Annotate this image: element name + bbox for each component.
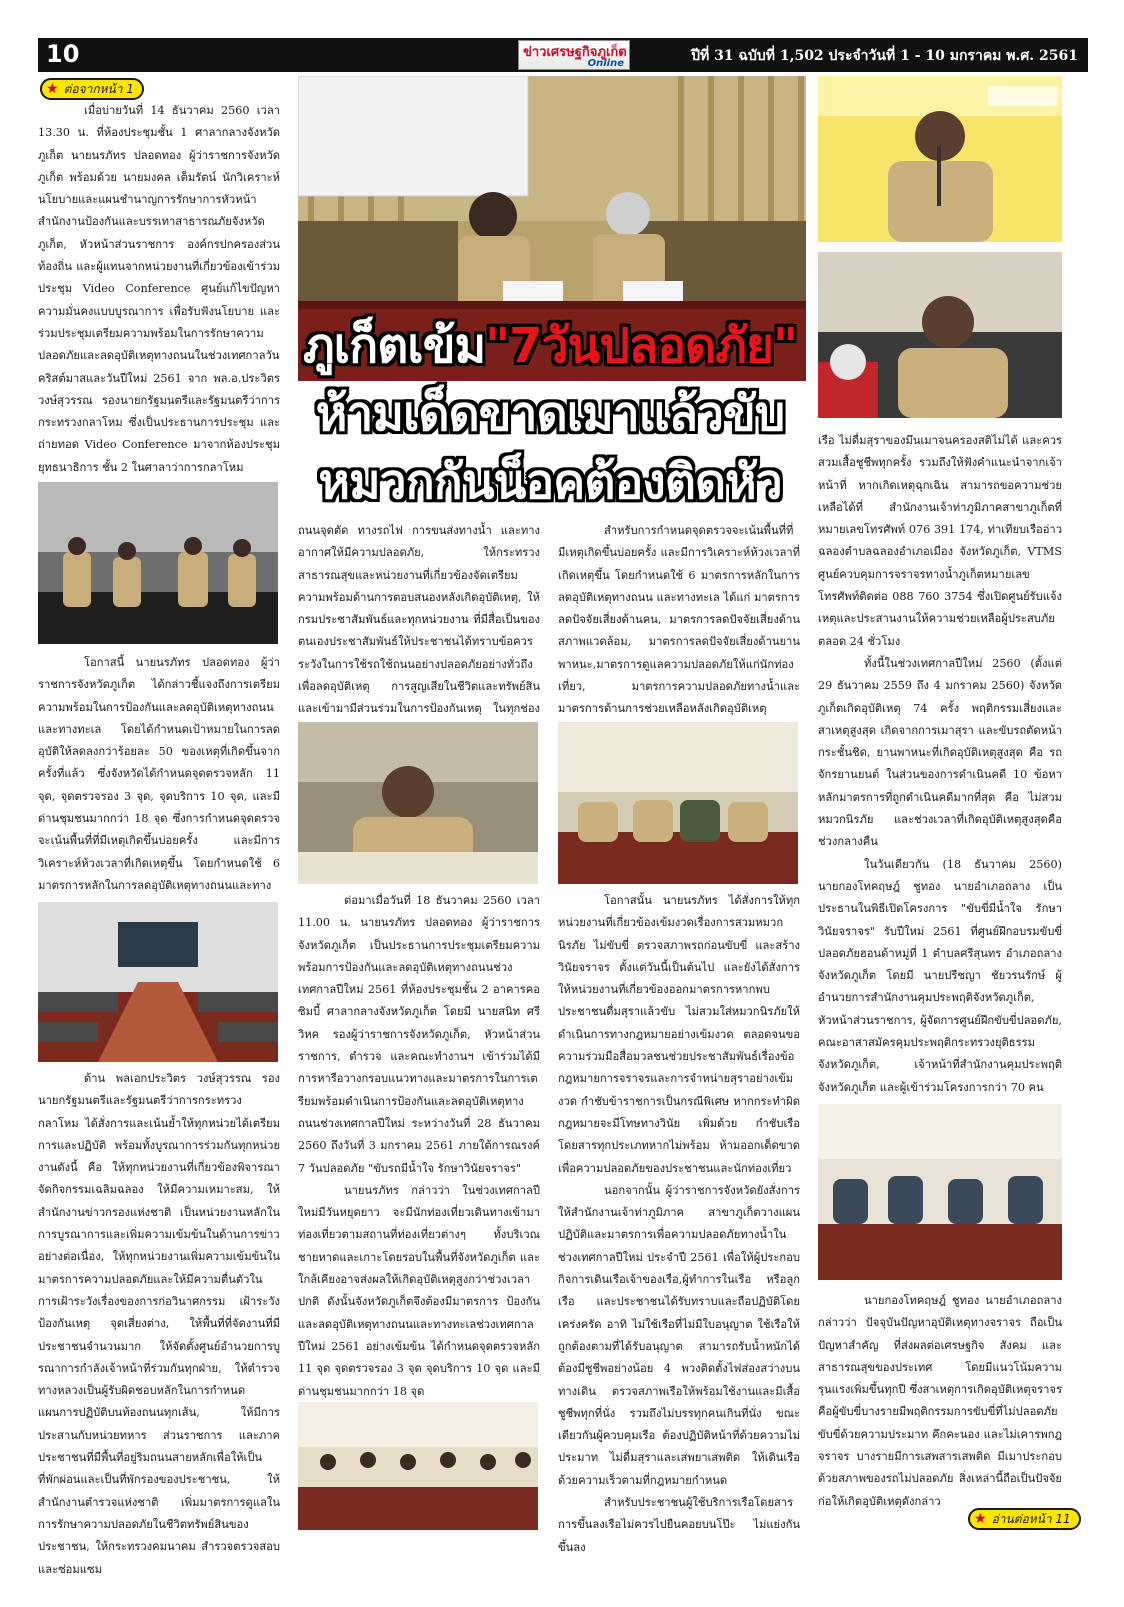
article-column-4-bottom (818, 1290, 1062, 1513)
headline-line-1-part-2: "7วันปลอดภัย" (485, 318, 797, 374)
photo-meeting-attendees (298, 1402, 538, 1530)
article-column-1-middle (38, 652, 280, 920)
page-number: 10 (46, 40, 80, 68)
continued-from-label: ต่อจากหน้า 1 (63, 81, 134, 96)
headline (300, 312, 800, 520)
article-column-3-top (558, 520, 800, 721)
article-column-1-top (38, 100, 280, 479)
article-column-2-top (298, 520, 540, 743)
article-paragraph: โอกาสนี้ นายนรภัทร ปลอดทอง ผู้ว่าราชการจังหวัดภูเก็ต ได้กล่าวชี้แจงถึงการเตรียมความพร้อมในการป้องกันและลดอุบัติเหตุทางถนนและทางทะเล โดยได้กำหนดเป้าหมายในการลดอุบัติให้ลดลงกว่าร้อยละ 50 ของเหตุที่เกิดขึ้นจากครั้งที่แล้ว ซึ่งจังหวัดได้กำหนดจุดตรวจหลัก 11 จุด, จุดตรวจรอง 3 จุด, จุดบริการ 10 จุด, และมีด่านชุมชนมากกว่า 18 จุด ซึ่งการกำหนดจุดตรวจ จะเน้นพื้นที่ที่มีเหตุเกิดขึ้นบ่อยครั้ง และมีการ วิเคราะห์ห้วงเวลาที่เกิดเหตุขึ้น โดยกำหนดใช้ 6 มาตรการหลักในการลดอุบัติเหตุทางถนนและทาง (38, 656, 280, 892)
article-paragraph: ด้าน พลเอกประวิตร วงษ์สุวรรณ รองนายกรัฐมนตรีและรัฐมนตรีว่าการกระทรวงกลาโหม ได้สั่งการและเน้นย้ำให้ทุกหน่วยได้เตรียมการและปฏิบัติ พร้อมทั้งบูรณาการร่วมกันทุกหน่วยงานดังนี้ คือ ให้ทุกหน่วยงานที่เกี่ยวข้องพิจารณาจัดกิจกรรมเฉลิมฉลอง ให้มีความเหมาะสม, ให้สำนักงานข่าวกรองแห่งชาติ เป็นหน่วยงานหลักในการบูรณาการและเพิ่มความเข้มข้นในด้านการข่าว อย่างต่อเนื่อง, ให้ทุกหน่วยงานเพิ่มความเข้มข้นในมาตรการความปลอดภัยและให้มีความตื่นตัวในการเฝ้าระวังเรื่องของการก่อวินาศกรรม เฝ้าระวังป้องกันเหตุ จุดเสี่ยงต่าง, ให้พื้นที่ที่จัดงานที่มีประชาชนจำนวนมาก ให้จัดตั้งศูนย์อำนวยการบูรณาการกำลังเจ้าหน้าที่ร่วมกันทุกฝ่าย, ให้ตำรวจทางหลวงเป็นผู้รับผิดชอบหลักในการกำหนดแผนการปฏิบัติบนท้องถนนทุกเส้น, ให้มีการประสานกับหน่วยทหาร ส่วนราชการ และภาคประชาชนที่มีพื้นที่อยู่ริมถนนสายหลักเพื่อให้เป็นที่พักผ่อนและเป็นที่พักรองของประชาชน, ให้สำนักงานตำรวจแห่งชาติ เพิ่มมาตรการดูแลในการรักษาความปลอดภัยในชีวิตทรัพย์สินของประชาชน, ให้กระทรวงคมนาคม สำรวจตรวจสอบและซ่อมแซม (38, 1072, 280, 1576)
article-column-3-bottom (558, 890, 800, 1559)
article-paragraph: เรือ ไม่ดื่มสุราของมึนเมาจนครองสติไม่ได้ และควรสวมเสื้อชูชีพทุกครั้ง รวมถึงให้ฟังคำแนะนำจากเจ้าหน้าที่ หากเกิดเหตุฉุกเฉิน สามารถขอความช่วยเหลือได้ที่ สำนักงานเจ้าท่าภูมิภาคสาขาภูเก็ตที่หมายเลขโทรศัพท์ 076 391 174, ท่าเทียบเรืออ่าวฉลองตำบลฉลองอำเภอเมือง จังหวัดภูเก็ต, VTMS ศูนย์ควบคุมการจราจรทางน้ำภูเก็ตหมายเลขโทรศัพท์ติดต่อ 088 760 3754 ซึ่งเปิดศูนย์รับแจ้งเหตุและประสานงานให้ความช่วยเหลือผู้ประสบภัยตลอด 24 ชั่วโมง (818, 434, 1062, 648)
logo-text: ข่าวเศรษฐกิจภูเก็ต (523, 45, 627, 60)
article-column-4-top (818, 430, 1062, 1099)
article-paragraph: สำหรับประชาชนผู้ใช้บริการเรือโดยสารการขึ้นลงเรือไม่ควรไปยืนคอยบนโป๊ะ ไม่แย่งกันขึ้นลง (558, 1496, 800, 1554)
continued-to-label: อ่านต่อหน้า 11 (991, 1511, 1071, 1526)
article-paragraph: ทั้งนี้ในช่วงเทศกาลปีใหม่ 2560 (ตั้งแต่ 29 ธันวาคม 2559 ถึง 4 มกราคม 2560) จังหวัดภูเก็ตเกิดอุบัติเหตุ 74 ครั้ง พฤติกรรมเสี่ยงและสาเหตุสูงสุด เกิดจากการเมาสุรา และขับรถตัดหน้ากระชั้นชิด, ยานพาหนะที่เกิดอุบัติเหตุสูงสุด คือ รถจักรยานยนต์ ในส่วนของการดำเนินคดี 10 ข้อหาหลักมาตรการที่ถูกดำเนินคดีมากที่สุด คือ ไม่สวมหมวกนิรภัย และช่วงเวลาที่เกิดอุบัติเหตุสูงสุดคือช่วงกลางคืน (818, 656, 1062, 849)
article-paragraph: ในวันเดียวกัน (18 ธันวาคม 2560) นายกองโทคฤษฎ์ ชูทอง นายอำเภอถลาง เป็นประธานในพิธีเปิดโครงการ "ขับขี่มีน้ำใจ รักษาวินัยจราจร" รับปีใหม่ 2561 ที่ศูนย์ฝึกอบรมขับขี่ปลอดภัยฮอนด้าหมู่ที่ 1 ตำบลศรีสุนทร อำเภอถลาง จังหวัดภูเก็ต โดยมี นายปรีชญา ชัยวรนรักษ์ ผู้อำนวยการสำนักงานคุมประพฤติจังหวัดภูเก็ต, หัวหน้าส่วนราชการ, ผู้จัดการศูนย์ฝึกขับขี่ปลอดภัย, คณะอาสาสมัครคุมประพฤติกระทรวงยุติธรรมจังหวัดภูเก็ต, เจ้าหน้าที่สำนักงานคุมประพฤติจังหวัดภูเก็ต และผู้เข้าร่วมโครงการกว่า 70 คน (818, 857, 1062, 1094)
article-paragraph: นายนรภัทร กล่าวว่า ในช่วงเทศกาลปีใหม่มีวันหยุดยาว จะมีนักท่องเที่ยวเดินทางเข้ามาท่องเที่ยวตามสถานที่ท่องเที่ยวต่างๆ ทั้งบริเวณชายหาดและเกาะโดยรอบในพื้นที่จังหวัดภูเก็ต และใกล้เคียงอาจส่งผลให้เกิดอุบัติเหตุสูงกว่าช่วงเวลาปกติ ดังนั้นจังหวัดภูเก็ตจึงต้องมีมาตรการ ป้องกันและลดอุบัติเหตุทางถนนและทางทะเลช่วงเทศกาลปีใหม่ 2561 อย่างเข้มข้น ได้กำหนดจุดตรวจหลัก 11 จุด จุดตรวจรอง 3 จุด จุดบริการ 10 จุด และมีด่านชุมชนมากกว่า 18 จุด (298, 1183, 540, 1398)
page-header (38, 38, 1088, 72)
photo-official-at-microphone (298, 722, 538, 884)
article-column-1-bottom (38, 1068, 280, 1581)
article-paragraph: โอกาสนั้น นายนรภัทร ได้สั่งการให้ทุกหน่วยงานที่เกี่ยวข้องเข้มงวดเรื่องการสวมหมวกนิรภัย ไม่ขับขี่ ตรวจสภาพรถก่อนขับขี่ และสร้างวินัยจราจร ตั้งแต่วันนี้เป็นต้นไป และยังได้สั่งการให้หน่วยงานที่เกี่ยวข้องออกมาตรการหากพบประชาชนดื่มสุราแล้วขับ ไม่สวมใส่หมวกนิรภัยให้ดำเนินการทางกฎหมายอย่างเข้มงวด ตลอดจนขอความร่วมมือสื่อมวลชนช่วยประชาสัมพันธ์เรื่องข้อกฎหมายการจราจรและการจำหน่ายสุราอย่างเข้มงวด กำชับข้าราชการเป็นกรณีพิเศษ หากกระทำผิดกฎหมายจะมีโทษทางวินัย เพิ่มด้วย กำชับเรือโดยสารทุกประเภทหากไม่พร้อม ห้ามออกเด็ดขาด เพื่อความปลอดภัยของประชาชนและนักท่องเที่ยว (558, 894, 800, 1175)
article-column-2-middle (298, 890, 540, 1403)
article-paragraph: ต่อมาเมื่อวันที่ 18 ธันวาคม 2560 เวลา 11.00 น. นายนรภัทร ปลอดทอง ผู้ว่าราชการ จังหวัดภูเก็ต เป็นประธานการประชุมเตรียมความพร้อมการป้องกันและลดอุบัติเหตุทางถนนช่วงเทศกาลปีใหม่ 2561 ที่ห้องประชุมชั้น 2 อาคารคอซิมบี้ ศาลากลางจังหวัดภูเก็ต โดยมี นายสนิท ศรีวิหค รองผู้ว่าราชการจังหวัดภูเก็ต, หัวหน้าส่วนราชการ, ตำรวจ และคณะทำงานฯ เข้าร่วมได้มีการหารือวางกรอบแนวทางและมาตรการในการเตรียมพร้อมดำเนินการป้องกันและลดอุบัติเหตุทางถนนช่วงเทศกาลปีใหม่ ระหว่างวันที่ 28 ธันวาคม 2560 ถึงวันที่ 3 มกราคม 2561 ภายใต้การณรงค์ 7 วันปลอดภัย "ขับรถมีน้ำใจ รักษาวินัยจราจร" (298, 894, 540, 1175)
newspaper-logo[interactable] (518, 40, 630, 70)
photo-official-speaking-1 (818, 76, 1062, 242)
photo-official-speaking-2 (818, 252, 1062, 418)
star-icon: ★ (46, 81, 59, 97)
article-paragraph: เมื่อบ่ายวันที่ 14 ธันวาคม 2560 เวลา 13.30 น. ที่ห้องประชุมชั้น 1 ศาลากลางจังหวัดภูเก็ต นายนรภัทร ปลอดทอง ผู้ว่าราชการจังหวัดภูเก็ต พร้อมด้วย นายมงคล เต็มรัตน์ นักวิเคราะห์ นโยบายและแผนชำนาญการรักษาการหัวหน้า สำนักงานป้องกันและบรรเทาสาธารณภัยจังหวัดภูเก็ต, หัวหน้าส่วนราชการ องค์กรปกครองส่วนท้องถิ่น และผู้แทนจากหน่วยงานที่เกี่ยวข้องเข้าร่วมประชุม Video Conference ศูนย์แก้ไขปัญหาความมั่นคงแบบบูรณาการ เพื่อรับฟังนโยบาย และร่วมประชุมเตรียมความพร้อมในการรักษาความปลอดภัยและลดอุบัติเหตุทางถนนในช่วงเทศกาลวันคริสต์มาสและวันปีใหม่ 2561 จาก พล.อ.ประวิตร วงษ์สุวรรณ รองนายกรัฐมนตรีและรัฐมนตรีว่าการกระทรวงกลาโหม ซึ่งเป็นประธานการประชุม และถ่ายทอด Video Conference มาจากห้องประชุมยุทธนาธิการ ชั้น 2 ในศาลาว่าการกลาโหม (38, 104, 280, 474)
article-paragraph: ถนนจุดตัด ทางรถไฟ การขนส่งทางน้ำ และทางอากาศให้มีความปลอดภัย, ให้กระทรวงสาธารณสุขและหน่วยงานที่เกี่ยวข้องจัดเตรียมความพร้อมด้านการตอบสนองหลังเกิดอุบัติเหตุ, ให้กรมประชาสัมพันธ์และทุกหน่วยงาน ที่มีสื่อเป็นของตนเองประชาสัมพันธ์ให้ประชาชนได้ทราบข้อควรระวังในการใช้รถใช้ถนนอย่างปลอดภัยอย่างทั่วถึงเพื่อลดอุบัติเหตุ การสูญเสียในชีวิตและทรัพย์สินและเข้ามามีส่วนร่วมในการป้องกันเหตุ ในทุกช่อง (298, 524, 540, 716)
photo-police-meeting (818, 1104, 1062, 1280)
logo-subtext: Online (587, 58, 624, 69)
headline-line-2: ห้ามเด็ดขาดเมาแล้วขับ (315, 386, 785, 442)
headline-line-1-part-1: ภูเก็ตเข้ม (303, 318, 486, 374)
headline-line-3: หมวกกันน็อคต้องติดหัว (318, 454, 782, 510)
article-paragraph: สำหรับการกำหนดจุดตรวจจะเน้นพื้นที่ที่มีเหตุเกิดขึ้นบ่อยครั้ง และมีการวิเคราะห์ห้วงเวลาที่เกิดเหตุขึ้น โดยกำหนดใช้ 6 มาตรการหลักในการลดอุบัติเหตุทางถนน และทางทะเล ได้แก่ มาตรการลดปัจจัยเสี่ยงด้านคน, มาตรการลดปัจจัยเสี่ยงด้านสภาพแวดล้อม, มาตรการลดปัจจัยเสี่ยงด้านยานพาหนะ,มาตรการดูแลความปลอดภัยให้แก่นักท่องเที่ยว, มาตรการความปลอดภัยทางน้ำและมาตรการด้านการช่วยเหลือหลังเกิดอุบัติเหตุ (558, 524, 800, 716)
continued-to-tag[interactable] (968, 1508, 1081, 1530)
headline-line-1 (300, 312, 800, 380)
article-paragraph: นายกองโทคฤษฎ์ ชูทอง นายอำเภอถลาง กล่าวว่า ปัจจุบันปัญหาอุบัติเหตุทางจราจร ถือเป็นปัญหาสำคัญ ที่ส่งผลต่อเศรษฐกิจ สังคม และสาธารณสุขของประเทศ โดยมีแนวโน้มความรุนแรงเพิ่มขึ้นทุกปี ซึ่งสาเหตุการเกิดอุบัติเหตุจราจรคือผู้ขับขี่บางรายมีพฤติกรรมการขับขี่ที่ไม่ปลอดภัย ขับขี่ด้วยความประมาท คึกคะนอง และไม่เคารพกฎจราจร บางรายมีการเสพสารเสพติด มีเมาประกอบ ด้วยสภาพของรถไม่ปลอดภัย สิ่งเหล่านี้ถือเป็นปัจจัยก่อให้เกิดอุบัติเหตุดังกล่าว (818, 1294, 1062, 1508)
article-paragraph: นอกจากนั้น ผู้ว่าราชการจังหวัดยังสั่งการให้สำนักงานเจ้าท่าภูมิภาค สาขาภูเก็ตวางแผนปฏิบัติและมาตรการเพื่อความปลอดภัยทางน้ำในช่วงเทศกาลปีใหม่ ประจำปี 2561 เพื่อให้ผู้ประกอบกิจการเดินเรือเจ้าของเรือ,ผู้ทำการในเรือ หรือลูกเรือ และประชาชนได้รับทราบและถือปฏิบัติโดยเคร่งครัด อาทิ ไม่ใช้เรือที่ไม่มีใบอนุญาต ใช้เรือให้ถูกต้องตามที่ได้รับอนุญาต สามารถรับน้ำหนักได้ ต้องมีชูชีพอย่างน้อย 4 พวงติดตั้งไฟส่องสว่างบนทางเดิน ตรวจสภาพเรือให้พร้อมใช้งานและมีเสื้อชูชีพทุกที่นั่ง รวมถึงไม่บรรทุกคนเกินที่นั่ง ขณะเดียวกันผู้ควบคุมเรือ ต้องปฏิบัติหน้าที่ด้วยความไม่ประมาท ไม่ดื่มสุราและเสพยาเสพติด ให้เดินเรือด้วยความเร็วตามที่กฎหมายกำหนด (558, 1183, 800, 1487)
photo-conference-room (38, 902, 278, 1062)
photo-officials-at-table (558, 722, 798, 884)
photo-officials-seated (38, 482, 278, 644)
continued-from-tag[interactable] (40, 78, 144, 100)
issue-line: ปีที่ 31 ฉบับที่ 1,502 ประจำวันที่ 1 - 10 มกราคม พ.ศ. 2561 (691, 48, 1078, 64)
star-icon: ★ (974, 1511, 987, 1527)
